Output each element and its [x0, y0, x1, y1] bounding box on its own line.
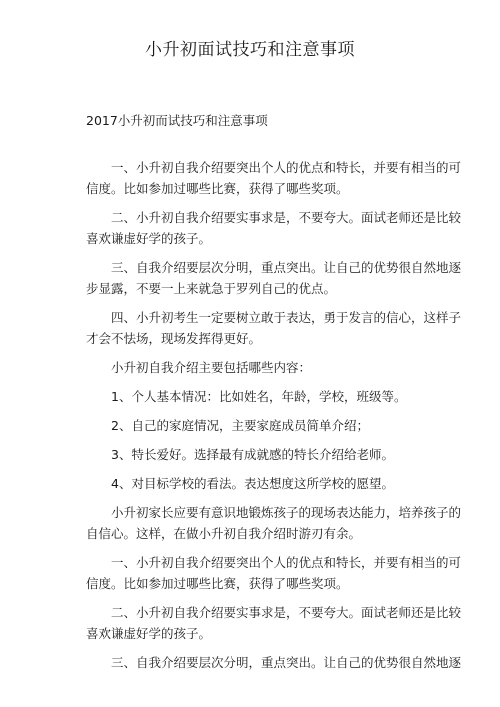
paragraph [86, 652, 462, 673]
paragraph-line: 信度。比如参加过哪些比赛，获得了哪些奖项。 [86, 181, 349, 196]
paragraph-line: 自信心。这样，在做小升初自我介绍时游刃有余。 [86, 526, 362, 541]
paragraph-line: 二、小升初自我介绍要实事求是，不要夸大。面试老师还是比较 [111, 210, 462, 225]
paragraph-line: 二、小升初自我介绍要实事求是，不要夸大。面试老师还是比较 [111, 605, 462, 620]
paragraph-line: 信度。比如参加过哪些比赛，获得了哪些奖项。 [86, 576, 349, 591]
paragraph-line: 喜欢谦虚好学的孩子。 [86, 231, 212, 246]
paragraph [86, 157, 462, 199]
paragraph-line: 3、特长爱好。选择最有成就感的特长介绍给老师。 [111, 447, 394, 462]
paragraph-line: 4、对目标学校的看法。表达想度这所学校的愿望。 [111, 476, 394, 491]
paragraph [86, 357, 422, 378]
paragraph-line: 1、个人基本情况：比如姓名，年龄，学校，班级等。 [111, 389, 407, 404]
document-subheading: 2017小升初而试技巧和注意事项 [86, 113, 268, 128]
paragraph [86, 502, 462, 544]
paragraph [86, 444, 422, 465]
paragraph [86, 473, 422, 494]
paragraph-line: 一、小升初自我介绍要突出个人的优点和特长，并要有相当的可 [111, 555, 462, 570]
paragraph [86, 307, 462, 349]
paragraph-line: 小升初家长应要有意识地锻炼孩子的现场表达能力，培养孩子的 [111, 505, 462, 520]
paragraph [86, 386, 422, 407]
paragraph-line: 三、自我介绍要层次分明，重点突出。让自己的优势很自然地逐 [111, 260, 462, 275]
paragraph [86, 207, 462, 249]
paragraph-line: 三、自我介绍要层次分明，重点突出。让自己的优势很自然地逐 [111, 655, 462, 670]
paragraph [86, 415, 422, 436]
paragraph [86, 602, 462, 644]
paragraph-line: 小升初自我介绍主要包括哪些内容： [111, 360, 312, 375]
document-body [86, 157, 462, 681]
paragraph-line: 四、小升初考生一定要树立敢于表达，勇于发言的信心，这样子 [111, 310, 462, 325]
paragraph-line: 一、小升初自我介绍要突出个人的优点和特长，并要有相当的可 [111, 160, 462, 175]
paragraph [86, 552, 462, 594]
paragraph-line: 2、自己的家庭情况，主要家庭成员简单介绍； [111, 418, 369, 433]
paragraph [86, 257, 462, 299]
document-title: 小升初面试技巧和注意事项 [145, 40, 355, 60]
paragraph-line: 步显露，不要一上来就急于罗列自己的优点。 [86, 281, 337, 296]
paragraph-line: 才会不怯场，现场发挥得更好。 [86, 331, 262, 346]
paragraph-line: 喜欢谦虚好学的孩子。 [86, 626, 212, 641]
